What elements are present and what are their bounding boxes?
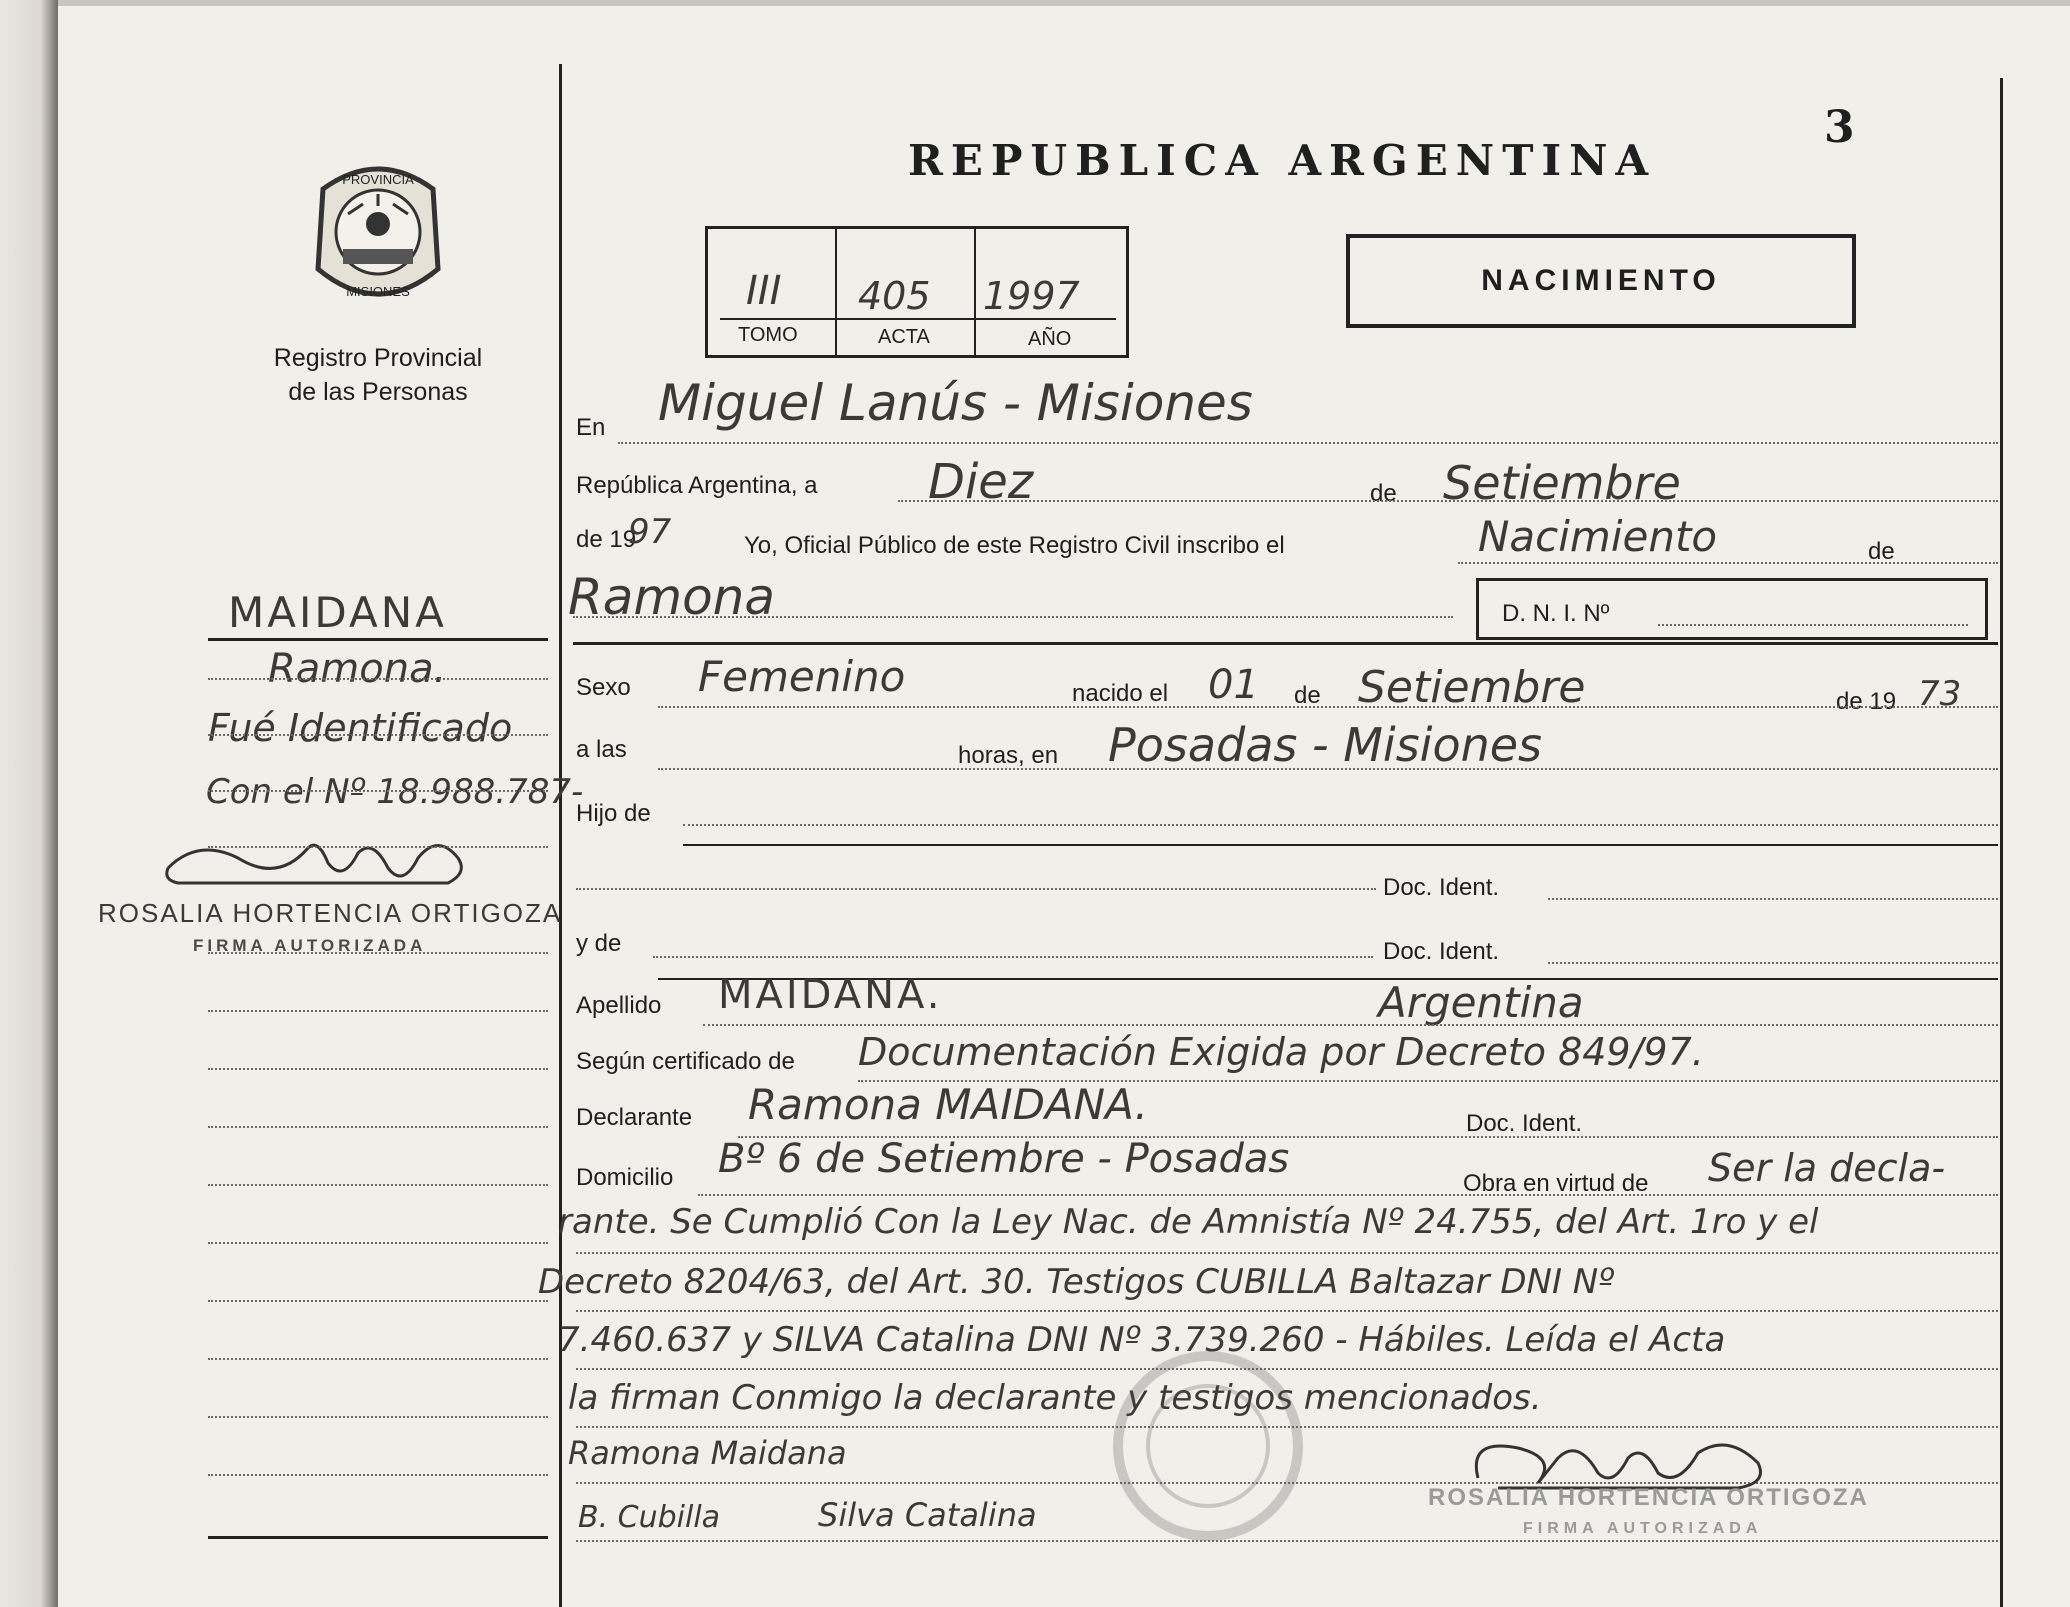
- ano-value: 1997: [983, 274, 1080, 318]
- notes-line-2: Decreto 8204/63, del Art. 30. Testigos CUBILLA Baltazar DNI Nº: [538, 1262, 1615, 1302]
- sex-value: Femenino: [698, 652, 906, 701]
- margin-line: [208, 790, 548, 792]
- province-seal-icon: [303, 154, 453, 314]
- form-line: [658, 706, 1998, 708]
- document-title: REPUBLICA ARGENTINA: [908, 136, 1657, 185]
- margin-divider: [559, 64, 562, 1607]
- notes-line-4: la firman Conmigo la declarante y testigos mencionados.: [568, 1378, 1542, 1418]
- registry-name-line2: de las Personas: [288, 378, 468, 406]
- en-label: En: [576, 414, 606, 441]
- record-box-line: [720, 318, 1116, 320]
- horas-label: horas, en: [958, 742, 1059, 769]
- margin-line: [208, 1358, 548, 1360]
- seal-bottom-text: MISIONES: [346, 284, 410, 299]
- apellido-value: MAIDANA.: [718, 972, 943, 1018]
- registry-name-line1: Registro Provincial: [273, 344, 483, 372]
- declarante-value: Ramona MAIDANA.: [748, 1080, 1148, 1129]
- de-label: de: [1370, 480, 1397, 507]
- margin-line: [208, 952, 548, 954]
- birth-year-prefix: de 19: [1836, 688, 1897, 715]
- segun-label: Según certificado de: [576, 1048, 795, 1075]
- declarant-signature: Ramona Maidana: [568, 1434, 847, 1472]
- place-value: Miguel Lanús - Misiones: [658, 374, 1253, 432]
- tomo-value: III: [746, 268, 782, 314]
- margin-rule: [208, 1536, 548, 1539]
- margin-line: [208, 1184, 548, 1186]
- margin-note-line2: Con el Nº 18.988.787-: [206, 772, 584, 812]
- form-rule: [683, 844, 1998, 846]
- form-line: [698, 1194, 1998, 1196]
- doc-ident-label-3: Doc. Ident.: [1466, 1110, 1583, 1137]
- of-label: de: [1868, 538, 1895, 565]
- form-line: [1458, 562, 1998, 564]
- record-type-box: NACIMIENTO: [1346, 234, 1856, 328]
- nacido-label: nacido el: [1072, 680, 1169, 707]
- witness2-signature: Silva Catalina: [818, 1496, 1037, 1534]
- acta-value: 405: [858, 274, 931, 318]
- dni-label: D. N. I. Nº: [1502, 600, 1610, 627]
- notes-line-1: rante. Se Cumplió Con la Ley Nac. de Amnistía Nº 24.755, del Art. 1ro y el: [558, 1202, 1819, 1242]
- a-las-label: a las: [576, 736, 627, 763]
- margin-line: [208, 1010, 548, 1012]
- form-line: [1548, 962, 1998, 964]
- form-line: [658, 768, 1998, 770]
- yo-label: Yo, Oficial Público de este Registro Civil inscribo el: [744, 532, 1285, 559]
- form-line: [576, 888, 1376, 890]
- nationality-value: Argentina: [1378, 978, 1584, 1027]
- margin-line: [208, 1300, 548, 1302]
- form-line: [703, 1024, 1998, 1026]
- margin-line: [208, 1126, 548, 1128]
- form-rule: [573, 642, 1998, 645]
- birth-place-value: Posadas - Misiones: [1108, 718, 1543, 772]
- witness1-signature: B. Cubilla: [578, 1500, 721, 1535]
- form-line: [576, 1310, 1998, 1312]
- y-de-label: y de: [576, 930, 622, 957]
- certificate-value: Documentación Exigida por Decreto 849/97.: [858, 1030, 1704, 1074]
- republica-label: República Argentina, a: [576, 472, 818, 499]
- form-line: [653, 956, 1373, 958]
- obra-value: Ser la decla-: [1708, 1146, 1946, 1190]
- margin-note-line1: Fué Identificado: [208, 706, 513, 750]
- margin-line: [208, 1068, 548, 1070]
- doc-ident-label-1: Doc. Ident.: [1383, 874, 1500, 901]
- form-line: [683, 824, 1998, 826]
- year-prefix: de 19: [576, 526, 637, 553]
- official-stamp-name: ROSALIA HORTENCIA ORTIGOZA: [1428, 1484, 1869, 1511]
- birth-month-value: Setiembre: [1358, 662, 1586, 713]
- official-stamp-title: FIRMA AUTORIZADA: [1523, 1520, 1763, 1537]
- year-suffix: 97: [628, 512, 672, 552]
- sexo-label: Sexo: [576, 674, 631, 701]
- dni-line: [1658, 624, 1968, 626]
- record-box-divider: [974, 228, 976, 356]
- margin-line: [208, 1474, 548, 1476]
- doc-ident-label-2: Doc. Ident.: [1383, 938, 1500, 965]
- margin-signature: [158, 828, 488, 898]
- margin-rule: [208, 638, 548, 641]
- record-box-divider: [835, 228, 837, 356]
- right-border: [2000, 78, 2003, 1607]
- day-value: Diez: [928, 454, 1034, 510]
- form-line: [576, 1252, 1998, 1254]
- form-line: [618, 442, 1998, 444]
- birth-year-suffix: 73: [1918, 674, 1962, 714]
- ano-label: AÑO: [1028, 328, 1072, 350]
- apellido-label: Apellido: [576, 992, 662, 1019]
- page-number: 3: [1824, 102, 1855, 153]
- domicilio-value: Bº 6 de Setiembre - Posadas: [718, 1136, 1290, 1182]
- obra-label: Obra en virtud de: [1463, 1170, 1649, 1197]
- book-binding: [0, 0, 58, 1607]
- de2-label: de: [1294, 682, 1321, 709]
- form-line: [898, 500, 1998, 502]
- document-page: [58, 6, 2070, 1607]
- tomo-label: TOMO: [738, 324, 798, 346]
- birth-day-value: 01: [1208, 662, 1259, 708]
- declarante-label: Declarante: [576, 1104, 693, 1131]
- margin-line: [208, 846, 548, 848]
- notes-line-3: 7.460.637 y SILVA Catalina DNI Nº 3.739.260 - Hábiles. Leída el Acta: [558, 1320, 1726, 1360]
- official-round-stamp-icon: [1108, 1346, 1308, 1546]
- person-name-value: Ramona: [568, 568, 776, 626]
- seal-top-text: PROVINCIA: [342, 172, 414, 187]
- margin-line: [208, 734, 548, 736]
- domicilio-label: Domicilio: [576, 1164, 674, 1191]
- margin-line: [208, 1242, 548, 1244]
- margin-surname: MAIDANA: [228, 588, 447, 637]
- margin-given-name: Ramona.: [268, 646, 447, 692]
- acta-label: ACTA: [878, 326, 930, 348]
- form-line: [1548, 898, 1998, 900]
- form-line: [573, 616, 1453, 618]
- act-type-value: Nacimiento: [1478, 512, 1718, 561]
- month-value: Setiembre: [1443, 456, 1681, 510]
- margin-line: [208, 678, 548, 680]
- margin-stamp-name: ROSALIA HORTENCIA ORTIGOZA: [98, 898, 563, 928]
- margin-stamp-title: FIRMA AUTORIZADA: [193, 936, 427, 955]
- hijo-label: Hijo de: [576, 800, 651, 827]
- margin-line: [208, 1416, 548, 1418]
